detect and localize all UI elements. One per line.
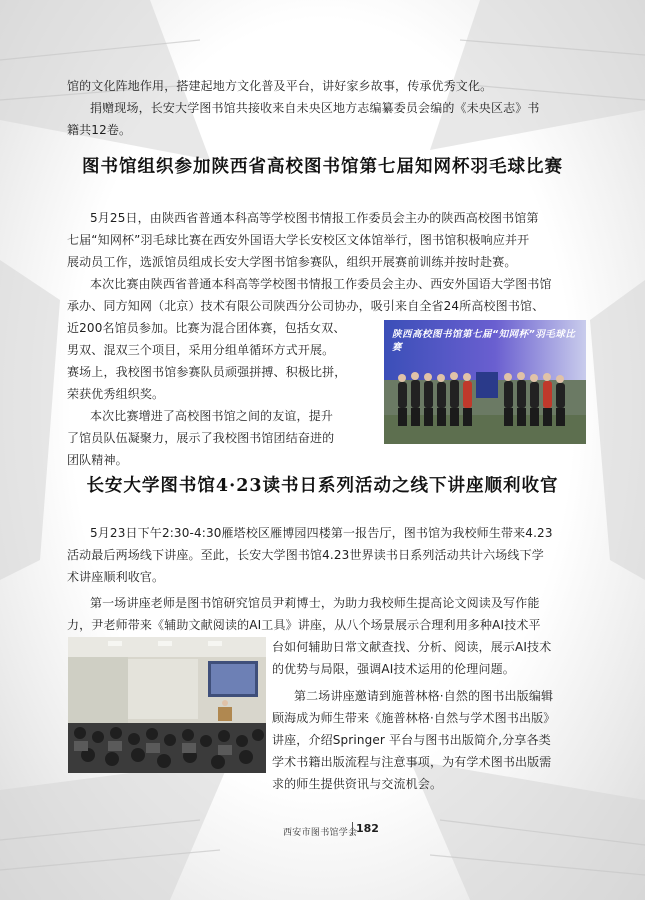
s2-p1-line-1: 5月23日下午2:30-4:30雁塔校区雁博园四楼第一报告厅，图书馆为我校师生带来4.23 [90, 526, 553, 540]
s1-p3-line-3: 团队精神。 [67, 453, 128, 467]
s2-p2-line-2: 力，尹老师带来《辅助文献阅读的AI工具》讲座，从八个场景展示合理利用多种AI技术平 [67, 618, 541, 632]
s2-p3-line-2: 顾海成为师生带来《施普林格·自然与学术图书出版》 [272, 711, 556, 725]
page-number: 182 [352, 822, 379, 835]
s1-p2-line-4: 男双、混双三个项目，采用分组单循环方式开展。 [67, 343, 335, 357]
s2-p3-line-3: 讲座，介绍Springer 平台与图书出版简介,分享各类 [272, 733, 551, 747]
s1-p1-line-3: 展动员工作，选派馆员组成长安大学图书馆参赛队，组织开展赛前训练并按时赴赛。 [67, 255, 517, 269]
s2-p2-line-4: 的优势与局限，强调AI技术运用的伦理问题。 [272, 662, 515, 676]
s2-p3-line-1: 第二场讲座邀请到施普林格·自然的图书出版编辑 [294, 689, 554, 703]
s1-p1-line-2: 七届“知网杯”羽毛球比赛在西安外国语大学长安校区文体馆举行，图书馆积极响应并开 [67, 233, 530, 247]
badminton-team-photo [384, 320, 586, 444]
footer-label: 西安市图书馆学会 [283, 828, 358, 838]
section2-title: 长安大学图书馆4·23读书日系列活动之线下讲座顺利收官 [86, 476, 559, 496]
intro-line-3: 籍共12卷。 [67, 123, 132, 137]
s1-p3-line-1: 本次比赛增进了高校图书馆之间的友谊，提升 [90, 409, 334, 423]
s2-p1-line-2: 活动最后两场线下讲座。至此，长安大学图书馆4.23世界读书日系列活动共计六场线下学 [67, 548, 544, 562]
s1-p1-line-1: 5月25日，由陕西省普通本科高等学校图书情报工作委员会主办的陕西高校图书馆第 [90, 211, 539, 225]
lecture-hall-photo [68, 637, 266, 773]
intro-line-2: 捐赠现场，长安大学图书馆共接收来自未央区地方志编纂委员会编的《未央区志》书 [90, 101, 540, 115]
s1-p2-line-3: 近200名馆员参加。比赛为混合团体赛，包括女双、 [67, 321, 346, 335]
section1-title: 图书馆组织参加陕西省高校图书馆第七届知网杯羽毛球比赛 [82, 157, 563, 177]
s1-p2-line-1: 本次比赛由陕西省普通本科高等学校图书情报工作委员会主办、西安外国语大学图书馆 [90, 277, 552, 291]
intro-line-1: 馆的文化阵地作用，搭建起地方文化普及平台，讲好家乡故事，传承优秀文化。 [67, 79, 493, 93]
s2-p3-line-4: 学术书籍出版流程与注意事项，为有学术图书出版需 [272, 755, 552, 769]
s1-p2-line-6: 荣获优秀组织奖。 [67, 387, 165, 401]
s2-p2-line-1: 第一场讲座老师是图书馆研究馆员尹莉博士，为助力我校师生提高论文阅读及写作能 [90, 596, 540, 610]
s1-p2-line-2: 承办、同方知网（北京）技术有限公司陕西分公司协办，吸引来自全省24所高校图书馆、 [67, 299, 545, 313]
photo-banner-text: 陕西高校图书馆第七届“知网杯”羽毛球比赛 [392, 329, 576, 353]
s1-p2-line-5: 赛场上，我校图书馆参赛队员顽强拼搏、积极比拼， [67, 365, 347, 379]
s2-p1-line-3: 术讲座顺利收官。 [67, 570, 165, 584]
s2-p2-line-3: 台如何辅助日常文献查找、分析、阅读，展示AI技术 [272, 640, 552, 654]
s1-p3-line-2: 了馆员队伍凝聚力，展示了我校图书馆团结奋进的 [67, 431, 335, 445]
s2-p3-line-5: 求的师生提供资讯与交流机会。 [272, 777, 443, 791]
